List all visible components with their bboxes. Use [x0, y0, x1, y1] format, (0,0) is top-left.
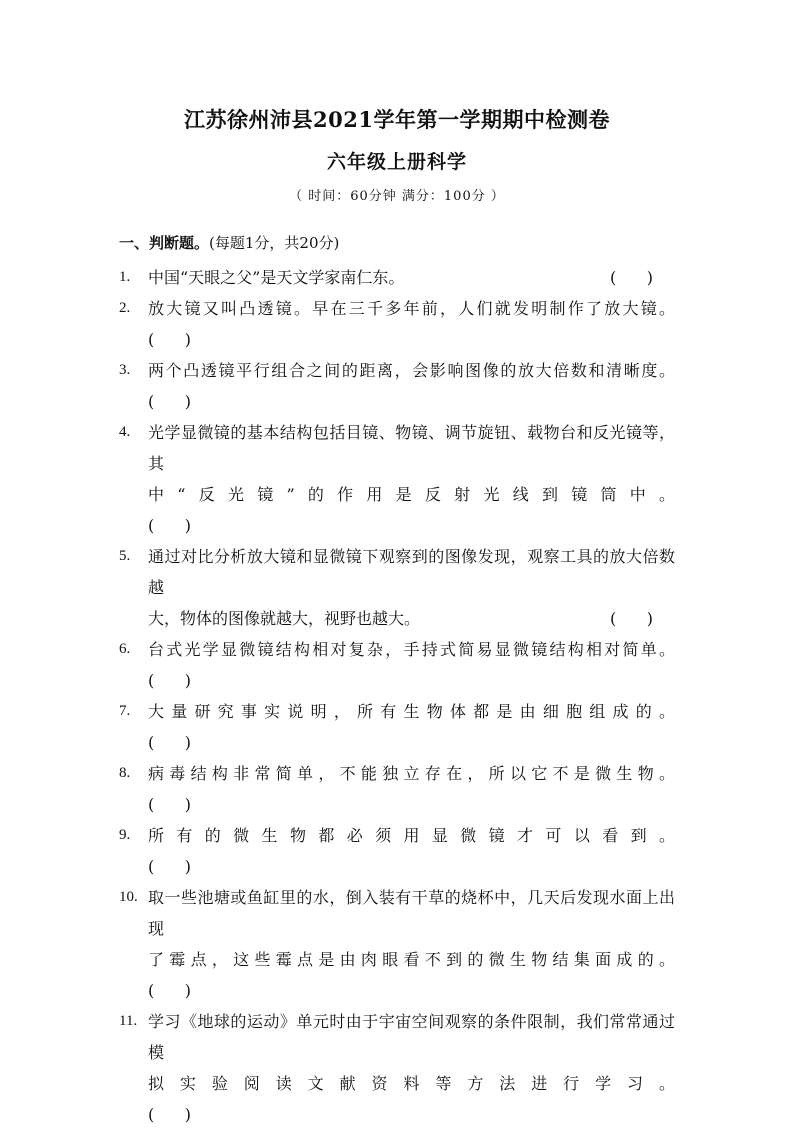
question-text: 大，物体的图像就越大，视野也越大。: [148, 609, 421, 628]
question-text: 中国“天眼之父”是天文学家南仁东。: [148, 268, 405, 287]
question-text: 台式光学显微镜结构相对复杂，手持式简易显微镜结构相对简单。: [148, 640, 675, 659]
question-text: 光学显微镜的基本结构包括目镜、物镜、调节旋钮、载物台和反光镜等，其: [148, 423, 675, 473]
question-number: 3.: [119, 362, 131, 378]
answer-blank[interactable]: ( ): [610, 609, 653, 628]
section-heading: [119, 232, 339, 253]
answer-blank[interactable]: ( ): [148, 1105, 191, 1124]
answer-blank[interactable]: ( ): [148, 330, 191, 349]
answer-blank[interactable]: ( ): [148, 795, 191, 814]
question-number: 4.: [119, 424, 131, 440]
question-number: 2.: [119, 300, 131, 316]
question-item: [119, 262, 675, 293]
answer-blank[interactable]: ( ): [148, 671, 191, 690]
question-list: [119, 262, 675, 1130]
question-text: 放大镜又叫凸透镜。早在三千多年前，人们就发明制作了放大镜。: [148, 299, 675, 318]
answer-blank[interactable]: ( ): [148, 392, 191, 411]
exam-meta: （ 时间：60分钟 满分：100分 ）: [289, 189, 505, 204]
question-number: 1.: [119, 269, 131, 285]
question-text: 取一些池塘或鱼缸里的水，倒入装有干草的烧杯中，几天后发现水面上出现: [148, 888, 675, 938]
question-number: 6.: [119, 641, 131, 657]
question-text: 了霉点，这些霉点是由肉眼看不到的微生物结集面成的。: [148, 950, 675, 969]
answer-blank[interactable]: ( ): [148, 857, 191, 876]
question-number: 7.: [119, 703, 131, 719]
question-text: 病毒结构非常简单，不能独立存在，所以它不是微生物。: [148, 764, 675, 783]
question-text: 中“反光镜”的作用是反射光线到镜筒中。: [148, 485, 675, 504]
question-item: [119, 882, 675, 1006]
question-item: [119, 541, 675, 634]
answer-blank[interactable]: ( ): [148, 516, 191, 535]
question-item: [119, 1006, 675, 1130]
question-number: 11.: [119, 1013, 138, 1029]
question-item: [119, 417, 675, 541]
question-item: [119, 634, 675, 696]
question-text: 学习《地球的运动》单元时由于宇宙空间观察的条件限制，我们常常通过模: [148, 1012, 675, 1062]
question-item: [119, 355, 675, 417]
question-item: [119, 293, 675, 355]
question-text: 所有的微生物都必须用显微镜才可以看到。: [148, 826, 675, 845]
question-text: 通过对比分析放大镜和显微镜下观察到的图像发现，观察工具的放大倍数越: [148, 547, 675, 597]
question-number: 8.: [119, 765, 131, 781]
answer-blank[interactable]: ( ): [610, 268, 653, 287]
section-heading-note: (每题1分，共20分): [209, 234, 340, 252]
exam-subtitle: 六年级上册科学: [326, 151, 467, 173]
question-number: 5.: [119, 548, 131, 564]
answer-blank[interactable]: ( ): [148, 981, 191, 1000]
question-item: [119, 696, 675, 758]
question-text: 大量研究事实说明，所有生物体都是由细胞组成的。: [148, 702, 675, 721]
question-number: 9.: [119, 827, 131, 843]
answer-blank[interactable]: ( ): [148, 733, 191, 752]
question-number: 10.: [119, 889, 138, 905]
section-heading-label: 一、判断题。: [119, 234, 210, 252]
exam-title: 江苏徐州沛县2021学年第一学期期中检测卷: [184, 107, 610, 132]
question-text: 两个凸透镜平行组合之间的距离，会影响图像的放大倍数和清晰度。: [148, 361, 675, 380]
question-text: 拟实验阅读文献资料等方法进行学习。: [148, 1074, 675, 1093]
question-item: [119, 820, 675, 882]
question-item: [119, 758, 675, 820]
